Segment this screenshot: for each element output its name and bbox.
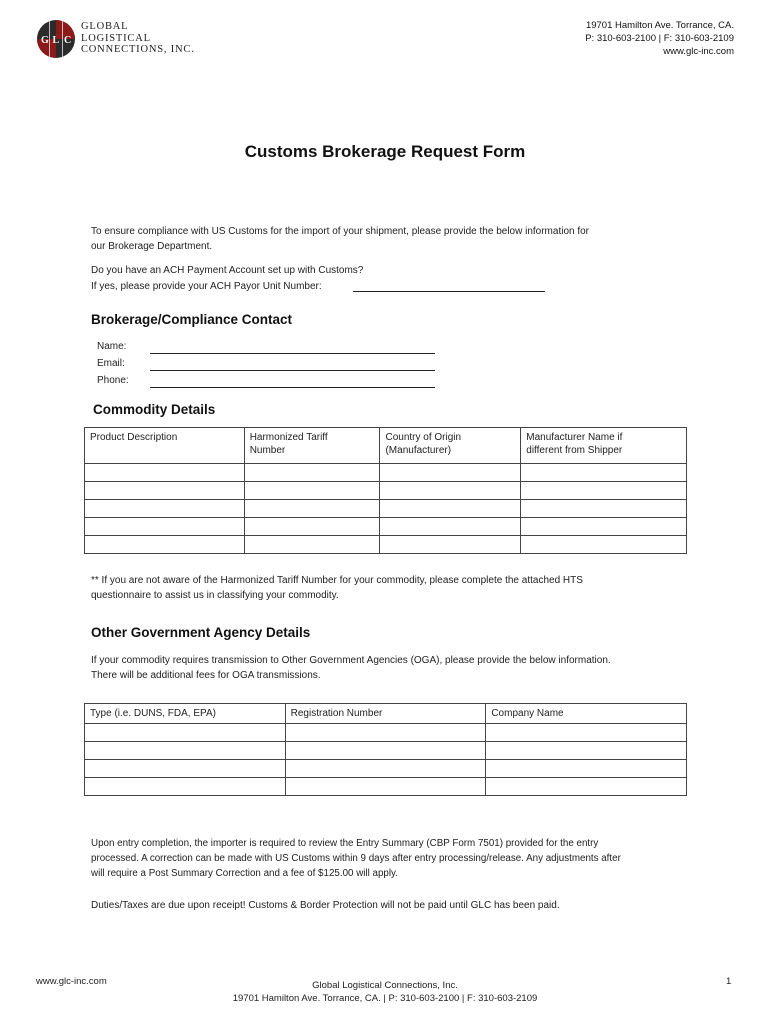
commodity-col-product: Product Description [85,428,245,464]
contact-name-label: Name: [97,341,127,352]
table-cell[interactable] [85,500,245,518]
header-phone: P: 310-603-2100 | F: 310-603-2109 [585,33,734,44]
table-row [85,536,687,554]
oga-line-1: If your commodity requires transmission to Other Government Agencies (OGA), please provide the below information. [91,655,611,666]
closing-line-1: Upon entry completion, the importer is required to review the Entry Summary (CBP Form 7501) provided for the entry [91,838,599,849]
table-cell[interactable] [521,464,687,482]
closing-paragraph [91,836,711,881]
footer-company: Global Logistical Connections, Inc. [312,980,458,991]
oga-line-2: There will be additional fees for OGA transmissions. [91,670,321,681]
contact-heading: Brokerage/Compliance Contact [91,312,293,327]
table-cell[interactable] [486,760,687,778]
table-row [85,500,687,518]
table-cell[interactable] [85,778,286,796]
intro-paragraph [91,224,691,254]
table-cell[interactable] [380,518,521,536]
table-cell[interactable] [486,778,687,796]
table-row [85,464,687,482]
table-cell[interactable] [285,724,486,742]
logo-letter-c: C [64,35,72,46]
table-cell[interactable] [380,464,521,482]
oga-header-row [85,704,687,724]
table-cell[interactable] [85,518,245,536]
table-row [85,518,687,536]
intro-line-2: our Brokerage Department. [91,241,213,252]
contact-email-field[interactable] [150,370,435,371]
oga-col-company: Company Name [486,704,687,724]
hts-note-line-2: questionnaire to assist us in classifying your commodity. [91,590,339,601]
table-cell[interactable] [486,724,687,742]
table-cell[interactable] [521,536,687,554]
table-row [85,778,687,796]
logo-line-1: GLOBAL [81,21,129,32]
commodity-col-origin: Country of Origin (Manufacturer) [380,428,521,464]
table-cell[interactable] [521,500,687,518]
header-website[interactable]: www.glc-inc.com [663,46,734,57]
logo-letter-g: G [41,35,49,46]
table-cell[interactable] [244,500,380,518]
footer-contact: 19701 Hamilton Ave. Torrance, CA. | P: 310-603-2100 | F: 310-603-2109 [232,993,538,1004]
oga-paragraph [91,653,691,683]
oga-table [84,703,687,796]
table-cell[interactable] [244,518,380,536]
table-cell[interactable] [244,482,380,500]
table-cell[interactable] [380,482,521,500]
table-cell[interactable] [85,742,286,760]
hts-note [91,573,691,603]
commodity-table [84,427,687,554]
header-address: 19701 Hamilton Ave. Torrance, CA. [585,20,734,31]
table-cell[interactable] [244,464,380,482]
logo-letter-l: L [52,35,60,46]
contact-phone-label: Phone: [97,375,129,386]
footer-website[interactable]: www.glc-inc.com [36,976,107,987]
oga-col-type: Type (i.e. DUNS, FDA, EPA) [85,704,286,724]
table-cell[interactable] [85,536,245,554]
contact-email-label: Email: [97,358,125,369]
page-title: Customs Brokerage Request Form [244,142,526,161]
table-cell[interactable] [285,760,486,778]
table-cell[interactable] [85,760,286,778]
ach-number-field[interactable] [353,291,545,292]
duties-note: Duties/Taxes are due upon receipt! Customs & Border Protection will not be paid until GLC has been paid. [91,900,560,911]
commodity-heading: Commodity Details [93,402,216,417]
table-row [85,760,687,778]
closing-line-2: processed. A correction can be made with US Customs within 9 days after entry processing/release. Any adjustments after [91,853,621,864]
table-cell[interactable] [285,778,486,796]
commodity-col-hts: Harmonized Tariff Number [244,428,380,464]
closing-line-3: will require a Post Summary Correction and a fee of $125.00 will apply. [91,868,398,879]
table-cell[interactable] [85,724,286,742]
ach-question: Do you have an ACH Payment Account set up with Customs? [91,265,364,276]
commodity-col-manufacturer: Manufacturer Name if different from Shipper [521,428,687,464]
table-row [85,724,687,742]
table-cell[interactable] [380,500,521,518]
logo-line-2: LOGISTICAL [81,32,151,44]
table-cell[interactable] [85,464,245,482]
contact-phone-field[interactable] [150,387,435,388]
company-logo-text [81,21,195,56]
logo-line-3: CONNECTIONS, INC. [81,44,195,55]
hts-note-line-1: ** If you are not aware of the Harmonized Tariff Number for your commodity, please complete the attached HTS [91,575,583,586]
oga-col-registration: Registration Number [285,704,486,724]
intro-line-1: To ensure compliance with US Customs for the import of your shipment, please provide the below information for [91,226,590,237]
page-number: 1 [726,976,732,987]
header-address-block [585,19,734,58]
table-cell[interactable] [521,482,687,500]
table-cell[interactable] [285,742,486,760]
table-row [85,482,687,500]
commodity-header-row [85,428,687,464]
contact-name-field[interactable] [150,353,435,354]
table-cell[interactable] [85,482,245,500]
table-cell[interactable] [486,742,687,760]
table-cell[interactable] [380,536,521,554]
oga-heading: Other Government Agency Details [91,625,311,640]
table-cell[interactable] [521,518,687,536]
ach-prompt: If yes, please provide your ACH Payor Unit Number: [91,281,322,292]
table-cell[interactable] [244,536,380,554]
table-row [85,742,687,760]
